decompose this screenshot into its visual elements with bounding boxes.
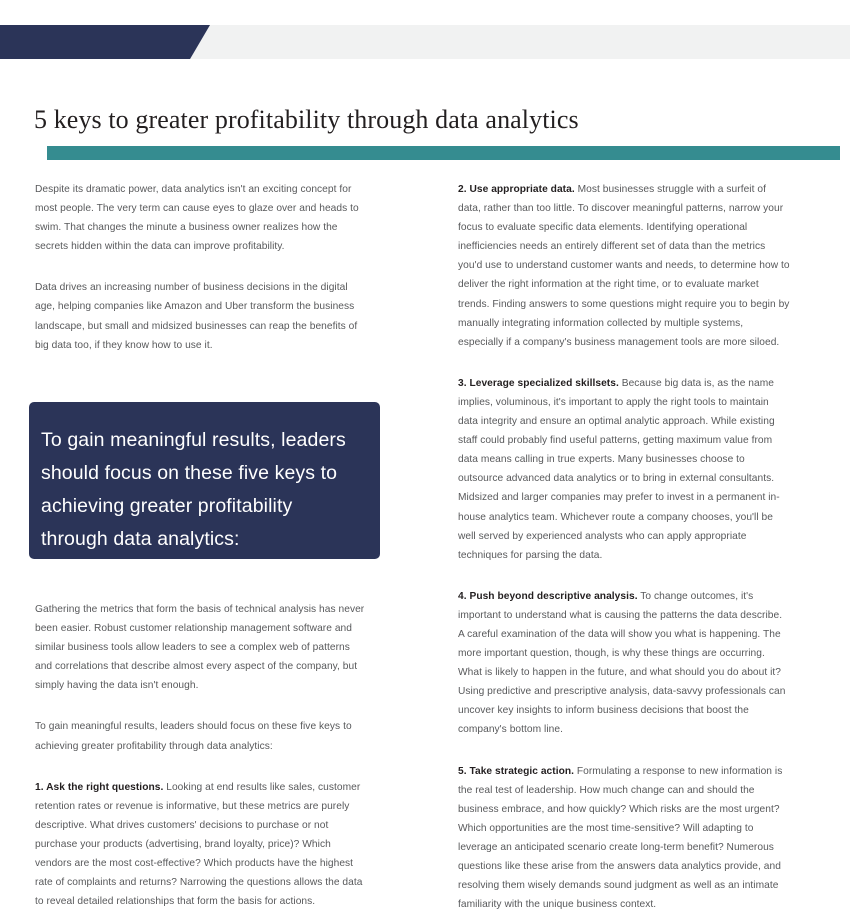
key-item-2-body: Most businesses struggle with a surfeit of data, rather than too little. To discover meaningful patterns, narrow your focus to evaluate specific data elements. Identifying operational inefficiencies needs an entirely different set of data than the metrics you'd use to understand customer wants and needs, to determine how to deliver the right information at the right time, or to evaluate market trends. Finding answers to some questions might require you to begin by manually integrating information collected by multiple systems, especially if a company's business management tools are more siloed. (458, 184, 790, 348)
left-column-upper (35, 180, 367, 355)
key-item-2-lead: 2. Use appropriate data. (458, 184, 575, 195)
key-item-1 (35, 778, 369, 912)
key-item-3-lead: 3. Leverage specialized skillsets. (458, 377, 619, 389)
key-item-4 (458, 587, 790, 740)
key-item-4-body: To change outcomes, it's important to understand what is causing the patterns the data describe. A careful examination of the data will show you what is happening. The more important question, though, is why these things are occurring. What is likely to happen in the future, and what should you do about it? Using predictive and prescriptive analysis, data-savvy professionals can uncover key insights to inform business decisions that boost the company's bottom line. (458, 590, 786, 736)
key-item-3-body: Because big data is, as the name implies, voluminous, it's important to apply the right tools to maintain data integrity and ensure an optimal analytic approach. While existing staff could probably find useful patterns, getting maximum value from data means calling in true experts. Many businesses choose to outsource advanced data analytics or to bring in external consultants. Midsized and larger companies may prefer to invest in a permanent in-house analytics team. Whichever route a company chooses, you'll be well served by experienced analysts who can apply appropriate techniques for parsing the data. (458, 377, 780, 561)
paragraph: Gathering the metrics that form the basis of technical analysis has never been easier. Robust customer relationship management software and similar business tools allow leaders to see a complex web of patterns and correlations that describe almost every aspect of the company, but simply having the data isn't enough. (35, 604, 365, 692)
header-brand-tab (0, 25, 210, 59)
key-item-4-lead: 4. Push beyond descriptive analysis. (458, 590, 638, 602)
key-item-3 (458, 374, 790, 565)
right-column (458, 180, 790, 914)
accent-rule (47, 146, 840, 160)
key-item-1-lead: 1. Ask the right questions. (35, 781, 164, 793)
pull-quote-box (29, 402, 380, 559)
paragraph: To gain meaningful results, leaders should focus on these five keys to achieving greater profitability through data analytics: (35, 721, 352, 752)
key-item-1-body: Looking at end results like sales, customer retention rates or revenue is informative, but these metrics are purely descriptive. What drives customers' decisions to purchase or not purchase your products (advertising, brand loyalty, price)? Which vendors are the most cost-effective? Which products have the highest rate of complaints and returns? Narrowing the questions allows the data to reveal detailed relationships that form the basis for actions. (35, 781, 363, 908)
paragraph: Data drives an increasing number of business decisions in the digital age, helping companies like Amazon and Uber transform the business landscape, but small and midsized businesses can reap the benefits of big data too, if they know how to use it. (35, 282, 358, 351)
page-title: 5 keys to greater profitability through data analytics (34, 105, 579, 135)
key-item-2 (458, 180, 790, 352)
left-column-lower (35, 600, 369, 911)
key-item-5-lead: 5. Take strategic action. (458, 765, 574, 777)
key-item-5 (458, 762, 790, 915)
key-item-5-body: Formulating a response to new information is the real test of leadership. How much change can and should the business embrace, and how quickly? Which risks are the most urgent? Which opportunities are the most time-sensitive? Will adapting to leverage an anticipated scenario create long-term benefit? Numerous questions like these arise from the answers data analytics provide, and resolving them wisely demands sound judgment as well as an intimate familiarity with the unique business context. (458, 765, 783, 911)
pull-quote-text: To gain meaningful results, leaders should focus on these five keys to achieving greater profitability through data analytics: (41, 429, 346, 550)
paragraph: Despite its dramatic power, data analytics isn't an exciting concept for most people. The very term can cause eyes to glaze over and heads to swim. That changes the minute a business owner realizes how the secrets hidden within the data can improve profitability. (35, 184, 359, 253)
